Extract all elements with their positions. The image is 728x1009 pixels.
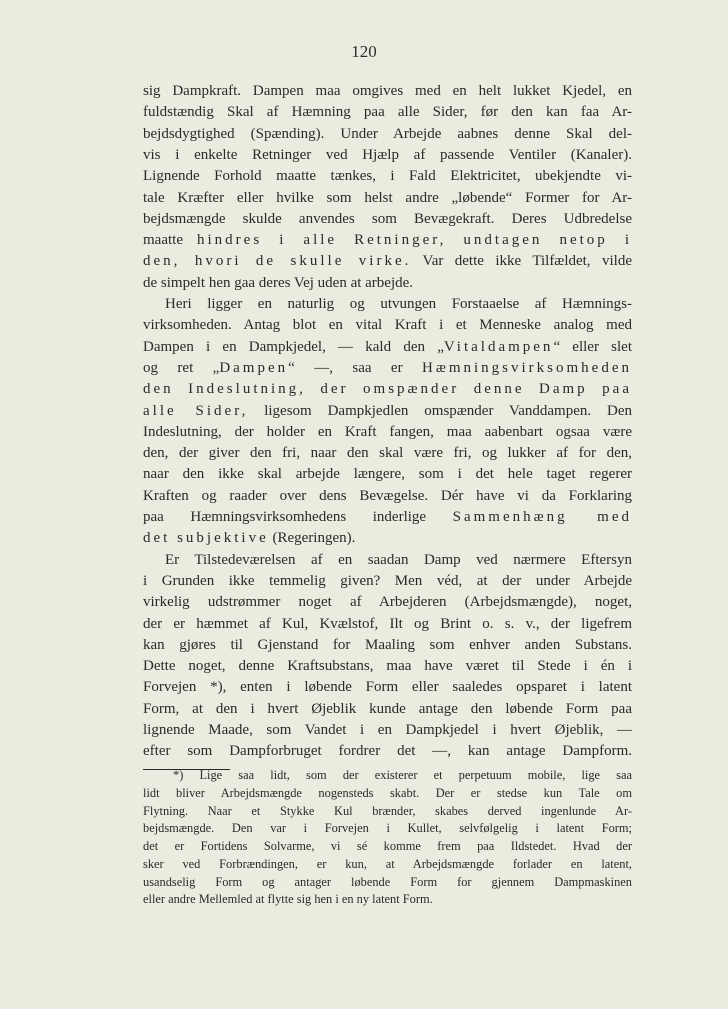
body-line — [143, 337, 632, 357]
text-segment: maatte — [143, 232, 198, 249]
text-segment: de simpelt hen gaa deres Vej uden at arbejde. — [143, 274, 414, 291]
body-line — [143, 166, 632, 186]
spaced-emphasis-text: Sammenhæng med — [452, 509, 632, 525]
text-segment: *) Lige saa lidt, som der existerer et perpetuum mobile, lige saa — [173, 768, 632, 782]
body-line — [143, 656, 632, 676]
footnote-line — [143, 820, 632, 837]
text-segment: bejdsmængde. Den var i Forvejen i Kullet, selvfølgelig i latent Form; — [143, 821, 632, 836]
text-segment: bejdsmængde skulde anvendes som Bevægekraft. Deres Udbredelse — [143, 210, 632, 227]
body-line — [143, 358, 632, 378]
spaced-emphasis-text: alle Sider, — [143, 402, 249, 419]
text-segment: fuldstændig Skal af Hæmning paa alle Sider, før den kan faa Ar- — [143, 104, 632, 121]
body-line — [143, 614, 632, 634]
text-segment: sker ved Forbrændingen, er kun, at Arbejdsmængde forlader en latent, — [143, 856, 632, 871]
body-line — [143, 464, 632, 484]
spaced-emphasis-text: Hæmningsvirksomheden — [422, 359, 632, 376]
text-segment: Dampen i en Dampkjedel, — kald den „ — [143, 338, 444, 355]
text-segment: sig Dampkraft. Dampen maa omgives med en helt lukket Kjedel, en — [143, 83, 632, 99]
body-line — [143, 401, 632, 421]
footnote-line — [143, 838, 632, 855]
text-segment: usandselig Form og antager løbende Form for gjennem Dampmaskinen — [143, 874, 632, 889]
text-segment: virkelig udstrømmer noget af Arbejderen (Arbejdsmængde), noget, — [143, 594, 632, 611]
text-segment: naar den ikke skal arbejde længere, som i det hele taget regerer — [143, 466, 632, 483]
text-segment: “ —, saa er — [288, 359, 422, 376]
text-segment: ligesom Dampkjedlen omspænder Vanddampen. Den — [248, 402, 632, 419]
text-segment: den, der giver den fri, naar den skal være fri, og lukker af for den, — [143, 445, 632, 462]
spaced-emphasis-text: Dampen — [219, 359, 289, 376]
text-segment: (Regeringen). — [268, 530, 356, 547]
text-segment: Er Tilstedeværelsen af en saadan Damp ved nærmere Eftersyn — [165, 551, 632, 568]
footnote-line — [143, 803, 632, 820]
footnote-line — [143, 874, 632, 891]
text-segment: Heri ligger en naturlig og utvungen Forstaaelse af Hæmnings- — [165, 296, 632, 312]
body-line — [165, 550, 632, 570]
spaced-emphasis-text: den Indeslutning, der omspænder denne Damp paa — [143, 381, 632, 398]
body-line — [143, 592, 632, 612]
body-line — [165, 294, 632, 314]
text-segment: Flytning. Naar et Stykke Kul brænder, skabes derved ingenlunde Ar- — [143, 803, 632, 818]
text-segment: Form, at den i hvert Øjeblik kunde antage den løbende Form paa — [143, 700, 632, 717]
body-line — [143, 209, 632, 229]
text-segment: “ eller slet — [553, 338, 633, 355]
body-line — [143, 443, 632, 463]
body-line — [143, 188, 632, 208]
text-segment: Forvejen *), enten i løbende Form eller saaledes opsparet i latent — [143, 679, 632, 696]
body-line — [143, 422, 632, 442]
spaced-emphasis-text: det subjektive — [143, 530, 269, 547]
text-segment: det er Fortidens Solvarme, vi sé komme frem paa Ildstedet. Hvad der — [143, 839, 632, 853]
body-line — [143, 635, 632, 655]
body-line — [143, 145, 632, 165]
text-segment: Dette noget, denne Kraftsubstans, maa have været til Stede i én i — [143, 658, 632, 675]
text-segment: lignende Maade, som Vandet i en Dampkjedel i hvert Øjeblik, — — [143, 722, 632, 738]
body-line — [143, 677, 632, 697]
text-segment: eller andre Mellemled at flytte sig hen i en ny latent Form. — [143, 892, 433, 907]
text-segment: paa Hæmningsvirksomhedens inderlige — [143, 509, 453, 525]
body-line — [143, 315, 632, 335]
footnote-line — [143, 785, 632, 802]
spaced-emphasis-text: Vitaldampen — [443, 338, 554, 355]
body-line — [143, 102, 632, 122]
text-segment: i Grunden ikke temmelig given? Men véd, at der under Arbejde — [143, 572, 632, 589]
text-segment: efter som Dampforbruget fordrer det —, kan antage Dampform. — [143, 743, 632, 760]
body-line — [143, 251, 632, 271]
body-line — [143, 124, 632, 144]
spaced-emphasis-text: hindres i alle Retninger, undtagen netop i — [197, 232, 632, 249]
text-segment: lidt bliver Arbejdsmængde nogensteds skabt. Der er stedse kun Tale om — [143, 785, 632, 800]
text-segment: tale Kræfter eller hvilke som helst andre „løbende“ Former for Ar- — [143, 189, 632, 206]
page-number: 120 — [351, 42, 377, 61]
body-line — [143, 230, 632, 250]
body-line — [143, 379, 632, 399]
footnote-line — [143, 856, 632, 873]
body-line — [143, 528, 632, 548]
body-line — [143, 273, 632, 293]
text-segment: bejdsdygtighed (Spænding). Under Arbejde aabnes denne Skal del- — [143, 125, 632, 142]
text-segment: Lignende Forhold maatte tænkes, i Fald Elektricitet, ubekjendte vi- — [143, 168, 632, 185]
body-line — [143, 486, 632, 506]
body-line — [143, 699, 632, 719]
body-line — [143, 81, 632, 101]
body-line — [143, 507, 632, 527]
body-line — [143, 741, 632, 761]
text-segment: Var dette ikke Tilfældet, vilde — [411, 253, 632, 270]
footnote-line — [143, 891, 632, 908]
body-line — [143, 571, 632, 591]
text-segment: og ret „ — [143, 359, 220, 376]
body-line — [143, 720, 632, 740]
spaced-emphasis-text: den, hvori de skulle virke. — [143, 253, 412, 270]
text-segment: vis i enkelte Retninger ved Hjælp af passende Ventiler (Kanaler). — [143, 146, 632, 163]
text-segment: Indeslutning, der holder en Kraft fangen, maa aabenbart ogsaa være — [143, 423, 632, 440]
text-segment: virksomheden. Antag blot en vital Kraft i et Menneske analog med — [143, 317, 632, 334]
text-segment: kan gjøres til Gjenstand for Maaling som enhver anden Substans. — [143, 636, 632, 653]
text-segment: Kraften og raader over dens Bevægelse. Dér have vi da Forklaring — [143, 487, 632, 504]
text-segment: der er hæmmet af Kul, Kvælstof, Ilt og Brint o. s. v., der ligefrem — [143, 615, 632, 632]
footnote-line — [173, 767, 632, 784]
